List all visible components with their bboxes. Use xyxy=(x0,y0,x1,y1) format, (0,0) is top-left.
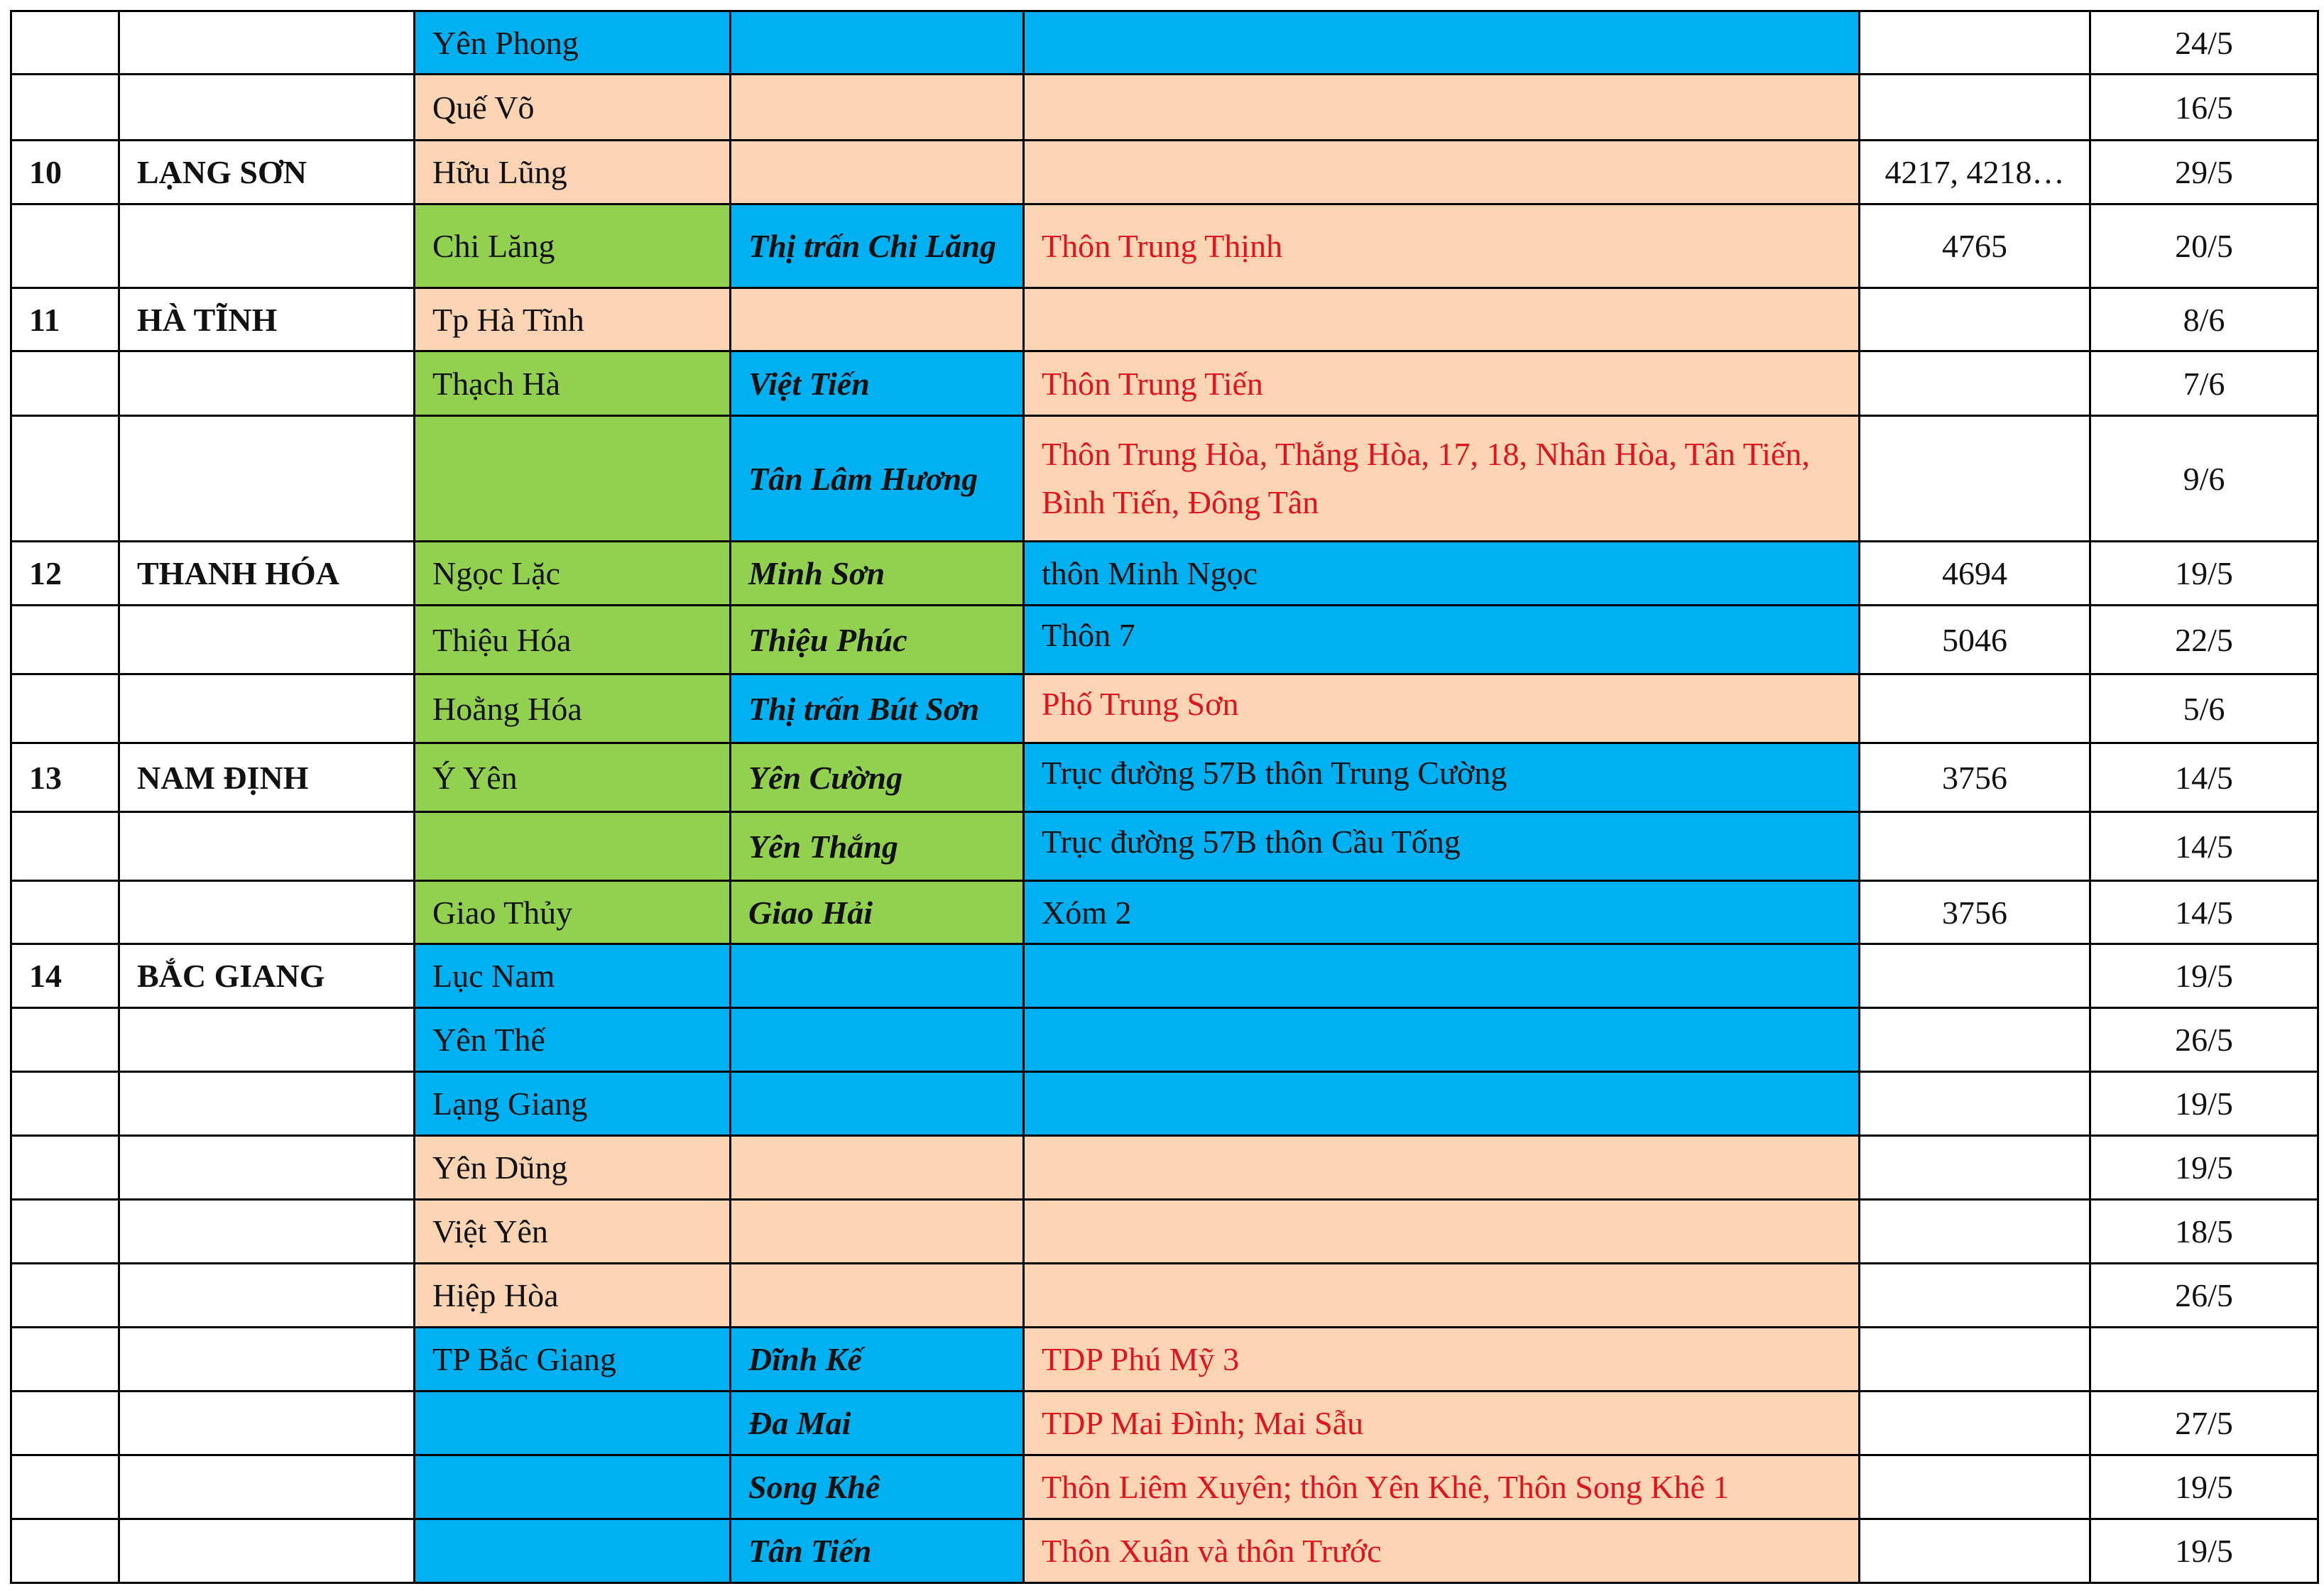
code-cell xyxy=(1860,1328,2090,1392)
code-cell xyxy=(1860,416,2090,542)
table-row xyxy=(11,1392,2318,1455)
commune-cell: Thiệu Phúc xyxy=(731,606,1024,674)
table-row xyxy=(11,11,2318,75)
commune-cell xyxy=(731,1200,1024,1264)
code-cell: 4217, 4218… xyxy=(1860,141,2090,204)
province-cell xyxy=(119,1072,415,1136)
district-cell: Tp Hà Tĩnh xyxy=(415,288,731,351)
village-cell xyxy=(1024,1008,1860,1072)
province-cell xyxy=(119,674,415,743)
village-cell: Trục đường 57B thôn Trung Cường xyxy=(1024,743,1860,812)
date-cell: 9/6 xyxy=(2090,416,2318,542)
table-row xyxy=(11,1136,2318,1200)
commune-cell xyxy=(731,141,1024,204)
commune-cell xyxy=(731,1136,1024,1200)
commune-cell xyxy=(731,1264,1024,1328)
village-cell: Thôn Trung Hòa, Thắng Hòa, 17, 18, Nhân Hòa, Tân Tiến, Bình Tiến, Đông Tân xyxy=(1024,416,1860,542)
district-cell: Ngọc Lặc xyxy=(415,542,731,606)
province-cell: NAM ĐỊNH xyxy=(119,743,415,812)
district-cell: Ý Yên xyxy=(415,743,731,812)
code-cell: 4694 xyxy=(1860,542,2090,606)
table-row xyxy=(11,1519,2318,1583)
district-cell xyxy=(415,1392,731,1455)
district-cell: Thạch Hà xyxy=(415,351,731,416)
date-cell: 7/6 xyxy=(2090,351,2318,416)
row-number xyxy=(11,1072,119,1136)
date-cell: 18/5 xyxy=(2090,1200,2318,1264)
commune-cell: Đa Mai xyxy=(731,1392,1024,1455)
village-cell xyxy=(1024,1264,1860,1328)
district-cell: Lục Nam xyxy=(415,944,731,1008)
date-cell: 5/6 xyxy=(2090,674,2318,743)
district-cell xyxy=(415,1455,731,1519)
province-cell: THANH HÓA xyxy=(119,542,415,606)
table-row xyxy=(11,606,2318,674)
province-cell xyxy=(119,351,415,416)
commune-cell: Thị trấn Chi Lăng xyxy=(731,204,1024,288)
village-cell xyxy=(1024,944,1860,1008)
code-cell xyxy=(1860,1008,2090,1072)
row-number: 13 xyxy=(11,743,119,812)
date-cell: 14/5 xyxy=(2090,881,2318,944)
commune-cell: Việt Tiến xyxy=(731,351,1024,416)
row-number xyxy=(11,1455,119,1519)
district-cell: Giao Thủy xyxy=(415,881,731,944)
village-cell: thôn Minh Ngọc xyxy=(1024,542,1860,606)
province-cell xyxy=(119,416,415,542)
date-cell: 19/5 xyxy=(2090,1455,2318,1519)
province-cell xyxy=(119,1328,415,1392)
village-cell xyxy=(1024,1200,1860,1264)
code-cell xyxy=(1860,1519,2090,1583)
row-number xyxy=(11,1136,119,1200)
village-cell: Trục đường 57B thôn Cầu Tống xyxy=(1024,812,1860,881)
date-cell: 24/5 xyxy=(2090,11,2318,75)
table-row xyxy=(11,743,2318,812)
row-number: 11 xyxy=(11,288,119,351)
table-row xyxy=(11,812,2318,881)
province-cell xyxy=(119,812,415,881)
village-cell: TDP Mai Đình; Mai Sẫu xyxy=(1024,1392,1860,1455)
table-row xyxy=(11,75,2318,141)
code-cell xyxy=(1860,11,2090,75)
province-cell xyxy=(119,1136,415,1200)
code-cell xyxy=(1860,1455,2090,1519)
province-cell xyxy=(119,1392,415,1455)
row-number xyxy=(11,1519,119,1583)
table-row xyxy=(11,288,2318,351)
date-cell: 19/5 xyxy=(2090,1072,2318,1136)
village-cell xyxy=(1024,11,1860,75)
table-row xyxy=(11,542,2318,606)
commune-cell: Song Khê xyxy=(731,1455,1024,1519)
district-cell: Chi Lăng xyxy=(415,204,731,288)
province-cell xyxy=(119,1519,415,1583)
date-cell: 8/6 xyxy=(2090,288,2318,351)
row-number: 14 xyxy=(11,944,119,1008)
table-row xyxy=(11,1264,2318,1328)
village-cell xyxy=(1024,141,1860,204)
province-cell xyxy=(119,204,415,288)
table-row xyxy=(11,1008,2318,1072)
commune-cell xyxy=(731,1008,1024,1072)
commune-cell xyxy=(731,288,1024,351)
district-cell: Thiệu Hóa xyxy=(415,606,731,674)
code-cell xyxy=(1860,1200,2090,1264)
province-cell: BẮC GIANG xyxy=(119,944,415,1008)
table-row xyxy=(11,881,2318,944)
code-cell xyxy=(1860,351,2090,416)
date-cell: 22/5 xyxy=(2090,606,2318,674)
province-cell xyxy=(119,1008,415,1072)
village-cell: Thôn 7 xyxy=(1024,606,1860,674)
district-cell: Hiệp Hòa xyxy=(415,1264,731,1328)
village-cell: Thôn Liêm Xuyên; thôn Yên Khê, Thôn Song Khê 1 xyxy=(1024,1455,1860,1519)
row-number xyxy=(11,416,119,542)
commune-cell: Tân Lâm Hương xyxy=(731,416,1024,542)
commune-cell: Tân Tiến xyxy=(731,1519,1024,1583)
date-cell xyxy=(2090,1328,2318,1392)
province-cell xyxy=(119,1200,415,1264)
village-cell: TDP Phú Mỹ 3 xyxy=(1024,1328,1860,1392)
commune-cell: Thị trấn Bút Sơn xyxy=(731,674,1024,743)
row-number xyxy=(11,881,119,944)
row-number xyxy=(11,812,119,881)
commune-cell: Minh Sơn xyxy=(731,542,1024,606)
row-number xyxy=(11,1008,119,1072)
code-cell xyxy=(1860,75,2090,141)
date-cell: 19/5 xyxy=(2090,1519,2318,1583)
village-cell xyxy=(1024,75,1860,141)
district-cell: TP Bắc Giang xyxy=(415,1328,731,1392)
code-cell: 5046 xyxy=(1860,606,2090,674)
district-cell: Hoằng Hóa xyxy=(415,674,731,743)
row-number xyxy=(11,1328,119,1392)
province-cell xyxy=(119,606,415,674)
code-cell xyxy=(1860,674,2090,743)
village-cell: Phố Trung Sơn xyxy=(1024,674,1860,743)
code-cell xyxy=(1860,1072,2090,1136)
row-number xyxy=(11,11,119,75)
code-cell xyxy=(1860,1392,2090,1455)
table-row xyxy=(11,204,2318,288)
row-number xyxy=(11,674,119,743)
row-number xyxy=(11,606,119,674)
row-number xyxy=(11,75,119,141)
row-number xyxy=(11,351,119,416)
table-row xyxy=(11,944,2318,1008)
village-cell: Thôn Xuân và thôn Trước xyxy=(1024,1519,1860,1583)
row-number xyxy=(11,1200,119,1264)
district-cell: Quế Võ xyxy=(415,75,731,141)
date-cell: 29/5 xyxy=(2090,141,2318,204)
village-cell: Thôn Trung Tiến xyxy=(1024,351,1860,416)
row-number xyxy=(11,1392,119,1455)
table-row xyxy=(11,674,2318,743)
commune-cell: Giao Hải xyxy=(731,881,1024,944)
code-cell: 3756 xyxy=(1860,743,2090,812)
commune-cell xyxy=(731,75,1024,141)
table-row xyxy=(11,416,2318,542)
date-cell: 14/5 xyxy=(2090,812,2318,881)
row-number: 12 xyxy=(11,542,119,606)
table-row xyxy=(11,351,2318,416)
province-cell xyxy=(119,75,415,141)
outbreak-table xyxy=(10,10,2319,1584)
village-cell xyxy=(1024,1072,1860,1136)
district-cell: Yên Dũng xyxy=(415,1136,731,1200)
table-row xyxy=(11,1328,2318,1392)
district-cell: Hữu Lũng xyxy=(415,141,731,204)
date-cell: 20/5 xyxy=(2090,204,2318,288)
district-cell: Việt Yên xyxy=(415,1200,731,1264)
province-cell xyxy=(119,1264,415,1328)
date-cell: 14/5 xyxy=(2090,743,2318,812)
date-cell: 26/5 xyxy=(2090,1008,2318,1072)
code-cell xyxy=(1860,288,2090,351)
commune-cell: Yên Cường xyxy=(731,743,1024,812)
commune-cell xyxy=(731,1072,1024,1136)
row-number: 10 xyxy=(11,141,119,204)
village-cell xyxy=(1024,288,1860,351)
village-cell: Xóm 2 xyxy=(1024,881,1860,944)
table-row xyxy=(11,1200,2318,1264)
code-cell: 4765 xyxy=(1860,204,2090,288)
province-cell xyxy=(119,881,415,944)
date-cell: 16/5 xyxy=(2090,75,2318,141)
district-cell: Yên Phong xyxy=(415,11,731,75)
commune-cell: Dĩnh Kế xyxy=(731,1328,1024,1392)
district-cell: Yên Thế xyxy=(415,1008,731,1072)
date-cell: 27/5 xyxy=(2090,1392,2318,1455)
code-cell xyxy=(1860,1264,2090,1328)
village-cell: Thôn Trung Thịnh xyxy=(1024,204,1860,288)
code-cell xyxy=(1860,812,2090,881)
district-cell xyxy=(415,1519,731,1583)
province-cell xyxy=(119,1455,415,1519)
village-cell xyxy=(1024,1136,1860,1200)
date-cell: 19/5 xyxy=(2090,542,2318,606)
row-number xyxy=(11,1264,119,1328)
code-cell xyxy=(1860,1136,2090,1200)
date-cell: 19/5 xyxy=(2090,1136,2318,1200)
district-cell xyxy=(415,416,731,542)
district-cell: Lạng Giang xyxy=(415,1072,731,1136)
commune-cell xyxy=(731,944,1024,1008)
row-number xyxy=(11,204,119,288)
district-cell xyxy=(415,812,731,881)
table-row xyxy=(11,141,2318,204)
code-cell xyxy=(1860,944,2090,1008)
table-row xyxy=(11,1455,2318,1519)
commune-cell xyxy=(731,11,1024,75)
table-row xyxy=(11,1072,2318,1136)
commune-cell: Yên Thắng xyxy=(731,812,1024,881)
code-cell: 3756 xyxy=(1860,881,2090,944)
date-cell: 26/5 xyxy=(2090,1264,2318,1328)
province-cell xyxy=(119,11,415,75)
province-cell: LẠNG SƠN xyxy=(119,141,415,204)
date-cell: 19/5 xyxy=(2090,944,2318,1008)
province-cell: HÀ TĨNH xyxy=(119,288,415,351)
